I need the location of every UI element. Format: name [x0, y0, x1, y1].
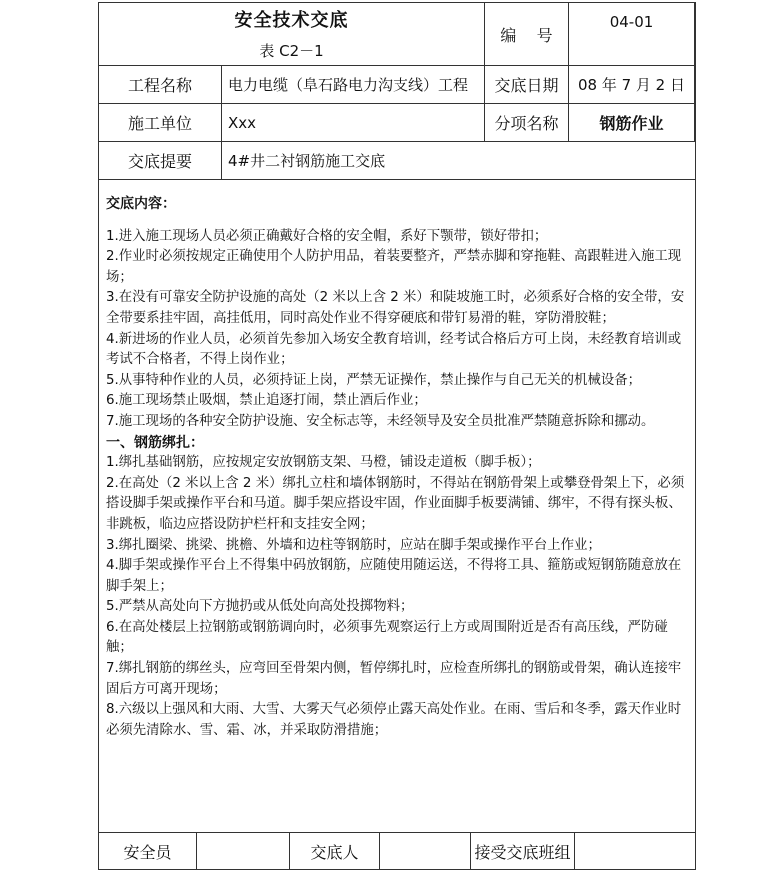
construction-unit-label: 施工单位 — [99, 104, 222, 142]
construction-unit-value: Xxx — [222, 104, 485, 142]
content-heading: 交底内容： — [106, 196, 176, 212]
project-name-value: 电力电缆（阜石路电力沟支线）工程 — [222, 66, 485, 104]
section-title: 一、钢筋绑扎： — [106, 434, 204, 451]
section-item: 4.脚手架或操作平台上不得集中码放钢筋，应随使用随运送，不得将工具、箍筋或短钢筋随意放在脚手架上； — [106, 558, 682, 594]
receiving-team-label: 接受交底班组 — [471, 833, 575, 870]
sub-item-label: 分项名称 — [485, 104, 569, 142]
presenter-label: 交底人 — [290, 833, 380, 870]
general-item: 3.在没有可靠安全防护设施的高处（2 米以上含 2 米）和陡坡施工时，必须系好合格的安全带，安全带要系挂牢固，高挂低用，同时高处作业不得穿硬底和带钉易滑的鞋，穿防滑胶鞋； — [106, 290, 685, 326]
general-item: 6.施工现场禁止吸烟，禁止追逐打闹，禁止酒后作业； — [106, 393, 427, 409]
general-item: 2.作业时必须按规定正确使用个人防护用品，着装要整齐，严禁赤脚和穿拖鞋、高跟鞋进入施工现场； — [106, 249, 682, 285]
number-label: 编 号 — [485, 3, 569, 66]
general-item: 4.新进场的作业人员，必须首先参加入场安全教育培训，经考试合格后方可上岗，未经教育培训或考试不合格者，不得上岗作业； — [106, 331, 682, 368]
section-item: 7.绑扎钢筋的绑丝头，应弯回至骨架内侧，暂停绑扎时，应检查所绑扎的钢筋或骨架，确认连接牢固后方可离开现场； — [106, 661, 682, 697]
general-item: 7.施工现场的各种安全防护设施、安全标志等，未经领导及安全员批准严禁随意拆除和挪动。 — [106, 413, 655, 429]
summary-label: 交底提要 — [99, 142, 222, 180]
section-item: 3.绑扎圈梁、挑梁、挑檐、外墙和边柱等钢筋时，应站在脚手架或操作平台上作业； — [106, 537, 601, 553]
number-value: 04-01 — [609, 13, 654, 31]
section-item: 6.在高处楼层上拉钢筋或钢筋调向时，必须事先观察运行上方或周围附近是否有高压线，严防碰触； — [106, 619, 668, 656]
safety-officer-label: 安全员 — [99, 833, 197, 870]
number-value-cell — [569, 3, 695, 66]
form-title-block — [99, 3, 485, 66]
receiving-team-signature — [575, 833, 695, 870]
form-title: 安全技术交底 — [234, 9, 349, 31]
section-item: 5.严禁从高处向下方抛扔或从低处向高处投掷物料； — [106, 599, 414, 615]
section-item: 2.在高处（2 米以上含 2 米）绑扎立柱和墙体钢筋时，不得站在钢筋骨架上或攀登骨架上下，必须搭设脚手架或操作平台和马道。脚手架应搭设牢固，作业面脚手板要满铺、绑牢，不得有探头板、非跳板，临边应搭设防护栏杆和支挂安全网； — [106, 475, 685, 532]
briefing-content — [99, 180, 695, 833]
section-item: 1.绑扎基础钢筋，应按规定安放钢筋支架、马橙，铺设走道板（脚手板）； — [106, 455, 541, 471]
section-item: 8.六级以上强风和大雨、大雪、大雾天气必须停止露天高处作业。在雨、雪后和冬季，露天作业时必须先清除水、雪、霜、冰，并采取防滑措施； — [106, 702, 682, 738]
safety-officer-signature — [197, 833, 290, 870]
project-name-label: 工程名称 — [99, 66, 222, 104]
summary-value: 4#井二衬钢筋施工交底 — [222, 142, 695, 180]
presenter-signature — [380, 833, 471, 870]
briefing-date-label: 交底日期 — [485, 66, 569, 104]
briefing-date-value: 08 年 7 月 2 日 — [569, 66, 695, 104]
form-subtitle: 表 C2－1 — [259, 41, 324, 60]
safety-briefing-form — [98, 2, 696, 870]
general-item: 5.从事特种作业的人员，必须持证上岗，严禁无证操作，禁止操作与自己无关的机械设备； — [106, 372, 642, 388]
general-item: 1.进入施工现场人员必须正确戴好合格的安全帽，系好下颚带，锁好带扣； — [106, 228, 548, 244]
sub-item-value: 钢筋作业 — [569, 104, 695, 142]
